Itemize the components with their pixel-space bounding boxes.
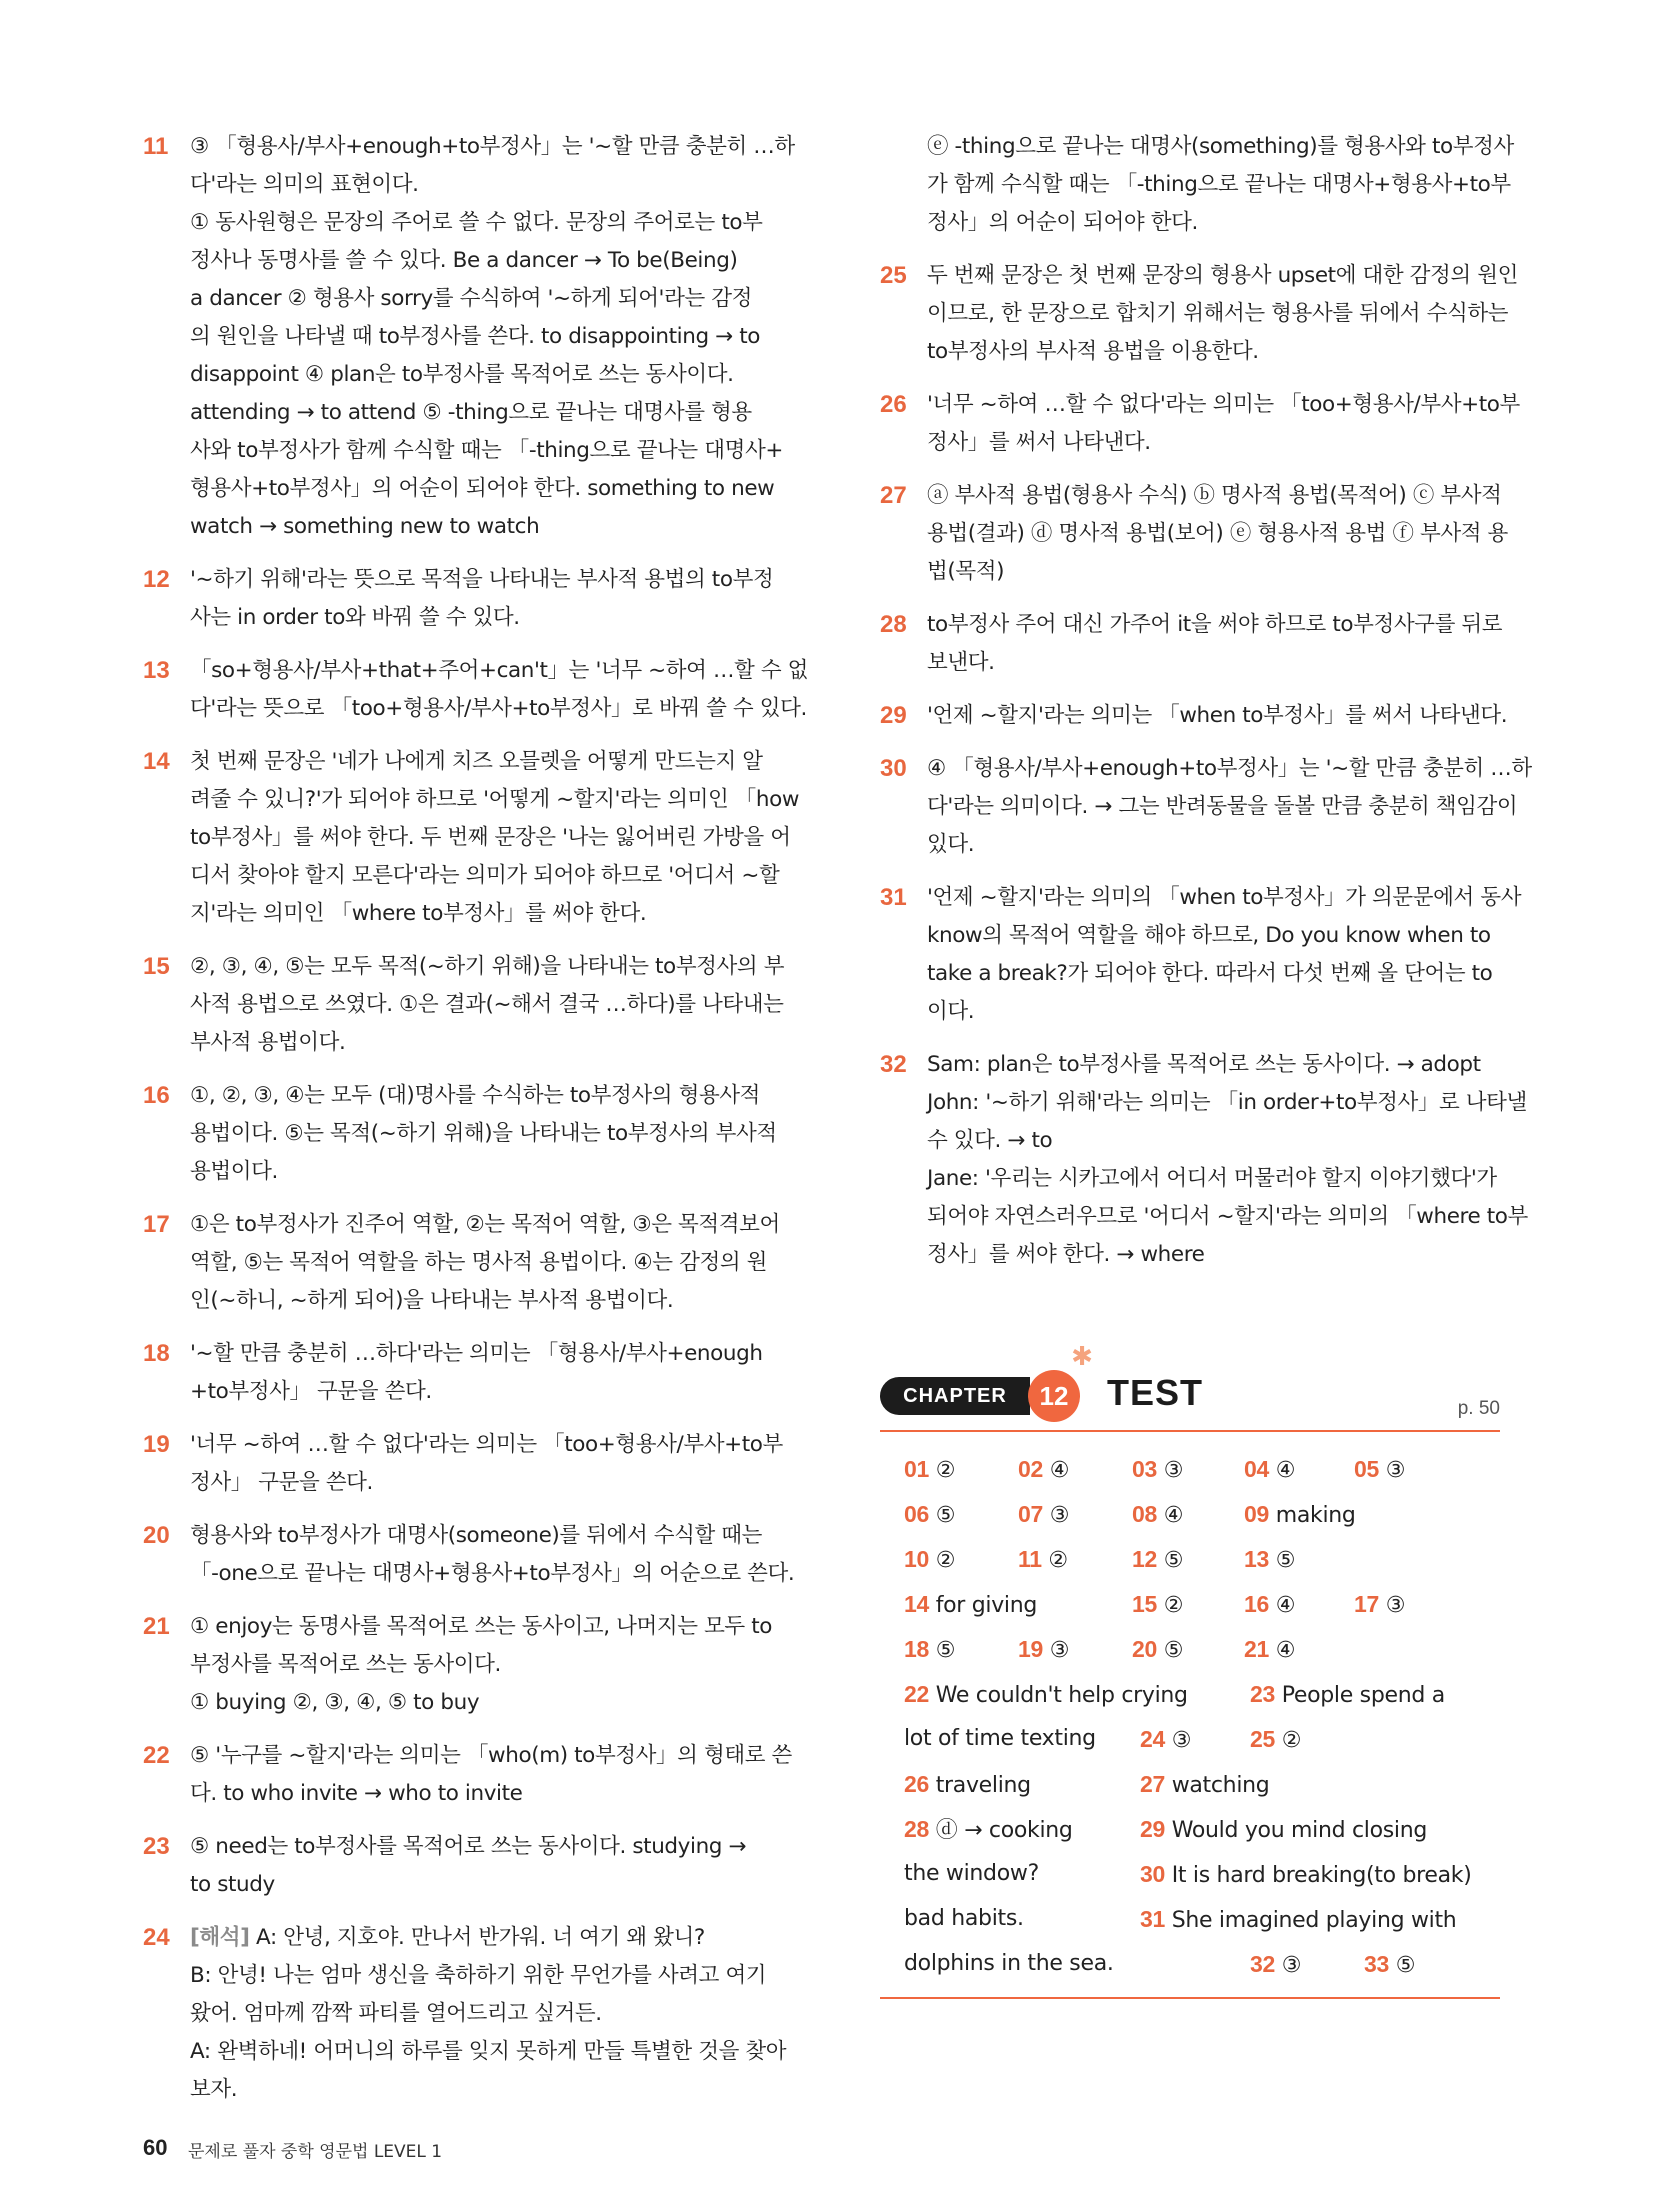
- answer-value: People spend a: [1281, 1683, 1445, 1708]
- answer-12: [143, 561, 774, 637]
- explanation-line: 려줄 수 있니?'가 되어야 하므로 '어떻게 ~할지'라는 의미인 「how: [190, 787, 800, 812]
- explanation-line: ⑤ need는 to부정사를 목적어로 쓰는 동사이다. studying →: [190, 1834, 747, 1859]
- answer-17: [143, 1206, 780, 1320]
- explanation-line: take a break?가 되어야 한다. 따라서 다섯 번째 올 단어는 to: [927, 961, 1493, 986]
- answer-cell: [1132, 1495, 1183, 1535]
- explanation-line: 「so+형용사/부사+that+주어+can't」는 '너무 ~하여 …할 수 없: [190, 658, 809, 683]
- answer-cell: [1132, 1540, 1183, 1580]
- answer-cell: [1018, 1450, 1069, 1490]
- explanation-line: 형용사+to부정사」의 어순이 되어야 한다. something to new: [190, 476, 775, 501]
- top-divider: [880, 1430, 1500, 1432]
- answer-number: 23: [1250, 1681, 1275, 1707]
- answer-cell: [904, 1540, 955, 1580]
- answer-value: ④: [1163, 1503, 1184, 1528]
- answer-number: 01: [904, 1456, 929, 1482]
- answer-number: 03: [1132, 1456, 1157, 1482]
- answer-cell: [1132, 1630, 1183, 1670]
- answer-24-continued: [880, 128, 1514, 242]
- explanation-text: A: 안녕, 지호야. 만나서 반가워. 너 여기 왜 왔니?: [249, 1925, 705, 1950]
- explanation-line: 인(~하니, ~하게 되어)을 나타내는 부사적 용법이다.: [190, 1288, 674, 1313]
- answer-number: 13: [143, 657, 170, 684]
- answer-value: for giving: [935, 1593, 1038, 1618]
- answer-cell: [1244, 1630, 1295, 1670]
- explanation-line: 부정사를 목적어로 쓰는 동사이다.: [190, 1652, 501, 1677]
- answer-number: 11: [143, 133, 169, 160]
- answer-number: 24: [143, 1924, 170, 1951]
- answer-value: making: [1275, 1503, 1356, 1528]
- explanation-line: attending → to attend ⑤ -thing으로 끝나는 대명사를 형용: [190, 400, 752, 425]
- answer-number: 25: [1250, 1726, 1275, 1752]
- answer-value: watching: [1171, 1773, 1270, 1798]
- answer-cell: [1018, 1630, 1069, 1670]
- answer-cell: [904, 1450, 955, 1490]
- explanation-line: 되어야 자연스러우므로 '어디서 ~할지'라는 의미의 「where to부: [927, 1204, 1528, 1229]
- explanation-line: 역할, ⑤는 목적어 역할을 하는 명사적 용법이다. ④는 감정의 원: [190, 1250, 768, 1275]
- answer-value: ②: [1281, 1728, 1302, 1753]
- answer-number: 20: [1132, 1636, 1157, 1662]
- answer-11: [143, 128, 795, 546]
- explanation-line: 디서 찾아야 할지 모른다'라는 의미가 되어야 하므로 '어디서 ~할: [190, 863, 780, 888]
- answer-value: the window?: [904, 1861, 1039, 1886]
- explanation-line: know의 목적어 역할을 해야 하므로, Do you know when to: [927, 923, 1491, 948]
- answer-value: ③: [1171, 1728, 1192, 1753]
- answer-number: 16: [143, 1082, 170, 1109]
- answer-number: 15: [143, 953, 170, 980]
- explanation-line: +to부정사」 구문을 쓴다.: [190, 1379, 432, 1404]
- answer-value: ③: [1281, 1953, 1302, 1978]
- answer-30: [880, 750, 1532, 864]
- explanation-line: to부정사의 부사적 용법을 이용한다.: [927, 339, 1259, 364]
- answer-number: 31: [1140, 1906, 1165, 1932]
- explanation-line: '너무 ~하여 …할 수 없다'라는 의미는 「too+형용사/부사+to부: [927, 392, 1520, 417]
- answer-number: 09: [1244, 1501, 1269, 1527]
- explanation-line: A: 완벽하네! 어머니의 하루를 잊지 못하게 만들 특별한 것을 찾아: [190, 2039, 787, 2064]
- explanation-line: 용법이다.: [190, 1159, 278, 1184]
- answer-number: 19: [143, 1431, 170, 1458]
- answer-number: 04: [1244, 1456, 1269, 1482]
- explanation-line: 다'라는 뜻으로 「too+형용사/부사+to부정사」로 바꿔 쓸 수 있다.: [190, 696, 807, 721]
- answer-value: ⑤: [1275, 1548, 1296, 1573]
- answer-number: 20: [143, 1522, 170, 1549]
- answer-value: ③: [1163, 1458, 1184, 1483]
- explanation-line: watch → something new to watch: [190, 514, 540, 539]
- answer-cell: [1018, 1540, 1068, 1580]
- explanation-line: to study: [190, 1872, 275, 1897]
- answer-number: 24: [1140, 1726, 1165, 1752]
- answer-value: lot of time texting: [904, 1726, 1096, 1751]
- answer-number: 30: [1140, 1861, 1165, 1887]
- explanation-line: '~할 만큼 충분히 …하다'라는 의미는 「형용사/부사+enough: [190, 1341, 763, 1366]
- explanation-line: 보자.: [190, 2077, 238, 2102]
- explanation-line: Sam: plan은 to부정사를 목적어로 쓰는 동사이다. → adopt: [927, 1052, 1481, 1077]
- answer-value: ③: [1049, 1503, 1070, 1528]
- answer-number: 21: [1244, 1636, 1269, 1662]
- answer-cell: [1244, 1540, 1295, 1580]
- answer-number: 23: [143, 1833, 170, 1860]
- explanation-line: 법(목적): [927, 559, 1005, 584]
- answer-value: She imagined playing with: [1171, 1908, 1457, 1933]
- answer-value: ③: [1049, 1638, 1070, 1663]
- answer-number: 29: [1140, 1816, 1165, 1842]
- answer-number: 32: [880, 1051, 907, 1078]
- answer-number: 15: [1132, 1591, 1157, 1617]
- translation-tag: [해석]: [190, 1925, 250, 1950]
- answer-15: [143, 948, 785, 1062]
- answer-31: [880, 879, 1522, 1031]
- answer-21: [143, 1608, 773, 1722]
- answer-28: [880, 606, 1503, 682]
- answer-cell: [1018, 1495, 1069, 1535]
- explanation-line: 「-one으로 끝나는 대명사+형용사+to부정사」의 어순으로 쓴다.: [190, 1561, 795, 1586]
- answer-number: 17: [143, 1211, 170, 1238]
- answer-value: ③: [1385, 1593, 1406, 1618]
- answer-number: 28: [880, 611, 907, 638]
- explanation-line: 두 번째 문장은 첫 번째 문장의 형용사 upset에 대한 감정의 원인: [927, 263, 1518, 288]
- answer-number: 17: [1354, 1591, 1379, 1617]
- page-number: 60: [143, 2135, 168, 2160]
- explanation-line: 수 있다. → to: [927, 1128, 1053, 1153]
- answer-cell: [1244, 1585, 1295, 1625]
- explanation-line: 정사」의 어순이 되어야 한다.: [927, 210, 1198, 235]
- answer-cell: [1244, 1495, 1356, 1535]
- answer-value: ⑤: [1395, 1953, 1416, 1978]
- explanation-line: 다. to who invite → who to invite: [190, 1781, 523, 1806]
- chapter-label: CHAPTER: [880, 1377, 1030, 1415]
- sparkle-icon: ✱: [1071, 1342, 1093, 1372]
- explanation-line: 형용사와 to부정사가 대명사(someone)를 뒤에서 수식할 때는: [190, 1523, 763, 1548]
- answer-number: 31: [880, 884, 907, 911]
- answer-value: ②: [1048, 1548, 1068, 1573]
- explanation-line: ⓐ 부사적 용법(형용사 수식) ⓑ 명사적 용법(목적어) ⓒ 부사적: [927, 483, 1502, 508]
- explanation-line: ① 동사원형은 문장의 주어로 쓸 수 없다. 문장의 주어로는 to부: [190, 210, 763, 235]
- explanation-line: 용법(결과) ⓓ 명사적 용법(보어) ⓔ 형용사적 용법 ⓕ 부사적 용: [927, 521, 1508, 546]
- answer-number: 25: [880, 262, 907, 289]
- answer-value: Would you mind closing: [1171, 1818, 1428, 1843]
- answer-number: 07: [1018, 1501, 1043, 1527]
- answer-25: [880, 257, 1518, 371]
- explanation-line: 보낸다.: [927, 650, 995, 675]
- explanation-line: John: '~하기 위해'라는 의미는 「in order+to부정사」로 나타낼: [927, 1090, 1527, 1115]
- explanation-line: ① buying ②, ③, ④, ⑤ to buy: [190, 1690, 480, 1715]
- answer-number: 32: [1250, 1951, 1275, 1977]
- page-reference: p. 50: [1457, 1398, 1500, 1419]
- explanation-line: 첫 번째 문장은 '네가 나에게 치즈 오믈렛을 어떻게 만드는지 알: [190, 749, 763, 774]
- answer-value: ⑤: [935, 1638, 956, 1663]
- explanation-line: ① enjoy는 동명사를 목적어로 쓰는 동사이고, 나머지는 모두 to: [190, 1614, 773, 1639]
- answer-value: ④: [1275, 1638, 1296, 1663]
- answer-29: [880, 697, 1508, 735]
- explanation-line: 용법이다. ⑤는 목적(~하기 위해)을 나타내는 to부정사의 부사적: [190, 1121, 777, 1146]
- answer-value: ③: [1385, 1458, 1406, 1483]
- answer-number: 12: [1132, 1546, 1157, 1572]
- answer-number: 14: [904, 1591, 929, 1617]
- answer-cell: [1132, 1450, 1183, 1490]
- answer-cell: [904, 1585, 1037, 1625]
- answer-number: 11: [1018, 1546, 1042, 1572]
- answer-number: 29: [880, 702, 907, 729]
- right-column: [880, 128, 1532, 1289]
- explanation-line: to부정사」를 써야 한다. 두 번째 문장은 '나는 잃어버린 가방을 어: [190, 825, 791, 850]
- explanation-line: [190, 1919, 763, 1957]
- explanation-line: 사는 in order to와 바꿔 쓸 수 있다.: [190, 605, 520, 630]
- explanation-line: 다'라는 의미이다. → 그는 반려동물을 돌볼 만큼 충분히 책임감이: [927, 794, 1518, 819]
- explanation-line: Jane: '우리는 시카고에서 어디서 머물러야 할지 이야기했다'가: [927, 1166, 1497, 1191]
- explanation-line: 정사」 구문을 쓴다.: [190, 1470, 373, 1495]
- answer-number: 22: [143, 1742, 170, 1769]
- answer-number: 33: [1364, 1951, 1389, 1977]
- explanation-line: 있다.: [927, 832, 975, 857]
- explanation-line: 다'라는 의미의 표현이다.: [190, 172, 419, 197]
- explanation-line: 이므로, 한 문장으로 합치기 위해서는 형용사를 뒤에서 수식하는: [927, 301, 1509, 326]
- answer-number: 21: [143, 1613, 170, 1640]
- explanation-line: ②, ③, ④, ⑤는 모두 목적(~하기 위해)을 나타내는 to부정사의 부: [190, 954, 785, 979]
- explanation-line: ①, ②, ③, ④는 모두 (대)명사를 수식하는 to부정사의 형용사적: [190, 1083, 761, 1108]
- explanation-line: 가 함께 수식할 때는 「-thing으로 끝나는 대명사+형용사+to부: [927, 172, 1511, 197]
- answer-20: [143, 1517, 795, 1593]
- answer-value: traveling: [935, 1773, 1031, 1798]
- answer-number: 27: [1140, 1771, 1165, 1797]
- explanation-line: 왔어. 엄마께 깜짝 파티를 열어드리고 싶거든.: [190, 2001, 602, 2026]
- explanation-line: '언제 ~할지'라는 의미의 「when to부정사」가 의문문에서 동사: [927, 885, 1522, 910]
- answer-number: 26: [904, 1771, 929, 1797]
- book-title: 문제로 풀자 중학 영문법 LEVEL 1: [188, 2142, 443, 2162]
- explanation-line: a dancer ② 형용사 sorry를 수식하여 '~하게 되어'라는 감정: [190, 286, 752, 311]
- explanation-line: ①은 to부정사가 진주어 역할, ②는 목적어 역할, ③은 목적격보어: [190, 1212, 780, 1237]
- answer-24: [143, 1919, 787, 2109]
- answer-number: 22: [904, 1681, 929, 1707]
- explanation-line: '너무 ~하여 …할 수 없다'라는 의미는 「too+형용사/부사+to부: [190, 1432, 783, 1457]
- answer-value: ④: [1049, 1458, 1070, 1483]
- answer-value: ④: [1275, 1593, 1296, 1618]
- answer-value: dolphins in the sea.: [904, 1951, 1114, 1976]
- answer-cell: [1354, 1585, 1405, 1625]
- explanation-line: 지'라는 의미인 「where to부정사」를 써야 한다.: [190, 901, 647, 926]
- answer-value: ②: [1163, 1593, 1184, 1618]
- explanation-line: '~하기 위해'라는 뜻으로 목적을 나타내는 부사적 용법의 to부정: [190, 567, 774, 592]
- answer-number: 14: [143, 748, 170, 775]
- answer-18: [143, 1335, 763, 1411]
- explanation-line: to부정사 주어 대신 가주어 it을 써야 하므로 to부정사구를 뒤로: [927, 612, 1503, 637]
- answer-value: ⑤: [935, 1503, 956, 1528]
- answer-number: 16: [1244, 1591, 1269, 1617]
- answer-value: ⑤: [1163, 1548, 1184, 1573]
- explanation-line: 사적 용법으로 쓰였다. ①은 결과(~해서 결국 …하다)를 나타내는: [190, 992, 784, 1017]
- explanation-line: 정사나 동명사를 쓸 수 있다. Be a dancer → To be(Being): [190, 248, 738, 273]
- answer-cell: [1244, 1450, 1295, 1490]
- answer-14: [143, 743, 800, 933]
- test-title: TEST: [1107, 1372, 1204, 1413]
- explanation-line: ③ 「형용사/부사+enough+to부정사」는 '~할 만큼 충분히 …하: [190, 134, 795, 159]
- answer-value: We couldn't help crying: [935, 1683, 1188, 1708]
- answer-23: [143, 1828, 763, 1904]
- answer-number: 13: [1244, 1546, 1269, 1572]
- answer-number: 08: [1132, 1501, 1157, 1527]
- answer-27: [880, 477, 1508, 591]
- explanation-line: 이다.: [927, 999, 975, 1024]
- answer-value: bad habits.: [904, 1906, 1024, 1931]
- answer-number: 12: [143, 566, 170, 593]
- answer-number: 18: [143, 1340, 170, 1367]
- answer-value: It is hard breaking(to break): [1171, 1863, 1472, 1888]
- answer-22: [143, 1737, 792, 1813]
- explanation-line: 정사」를 써서 나타낸다.: [927, 430, 1151, 455]
- answer-32: [880, 1046, 1528, 1274]
- answer-number: 05: [1354, 1456, 1379, 1482]
- answer-cell: [1132, 1585, 1183, 1625]
- answer-number: 10: [904, 1546, 929, 1572]
- answer-26: [880, 386, 1520, 462]
- answer-cell: [904, 1495, 955, 1535]
- answer-number: 28: [904, 1816, 929, 1842]
- explanation-line: ⓔ -thing으로 끝나는 대명사(something)를 형용사와 to부정사: [927, 134, 1514, 159]
- answer-number: 27: [880, 482, 907, 509]
- answer-16: [143, 1077, 777, 1191]
- chapter-test-answers: [880, 1342, 1500, 2005]
- answer-value: ⓓ → cooking: [935, 1818, 1073, 1843]
- explanation-line: ⑤ '누구를 ~할지'라는 의미는 「who(m) to부정사」의 형태로 쓴: [190, 1743, 792, 1768]
- answer-number: 02: [1018, 1456, 1043, 1482]
- answer-cell: [1354, 1450, 1405, 1490]
- chapter-number: 12: [1028, 1370, 1080, 1422]
- answer-value: ②: [935, 1548, 956, 1573]
- explanation-line: '언제 ~할지'라는 의미는 「when to부정사」를 써서 나타낸다.: [927, 703, 1508, 728]
- explanation-line: B: 안녕! 나는 엄마 생신을 축하하기 위한 무언가를 사려고 여기: [190, 1963, 767, 1988]
- bottom-divider: [880, 1997, 1500, 1999]
- answer-13: [143, 652, 809, 728]
- answer-number: 06: [904, 1501, 929, 1527]
- explanation-line: 정사」를 써야 한다. → where: [927, 1242, 1205, 1267]
- explanation-line: ④ 「형용사/부사+enough+to부정사」는 '~할 만큼 충분히 …하: [927, 756, 1532, 781]
- explanation-line: 사와 to부정사가 함께 수식할 때는 「-thing으로 끝나는 대명사+: [190, 438, 783, 463]
- explanation-line: 의 원인을 나타낼 때 to부정사를 쓴다. to disappointing → to: [190, 324, 760, 349]
- answer-number: 26: [880, 391, 907, 418]
- answer-value: ⑤: [1163, 1638, 1184, 1663]
- answer-value: ②: [935, 1458, 956, 1483]
- answer-value: ④: [1275, 1458, 1296, 1483]
- answer-19: [143, 1426, 783, 1502]
- answer-number: 19: [1018, 1636, 1043, 1662]
- left-column: [143, 128, 809, 2124]
- explanation-line: disappoint ④ plan은 to부정사를 목적어로 쓰는 동사이다.: [190, 362, 734, 387]
- explanation-line: 부사적 용법이다.: [190, 1030, 346, 1055]
- answer-number: 18: [904, 1636, 929, 1662]
- answer-cell: [904, 1630, 955, 1670]
- answer-number: 30: [880, 755, 907, 782]
